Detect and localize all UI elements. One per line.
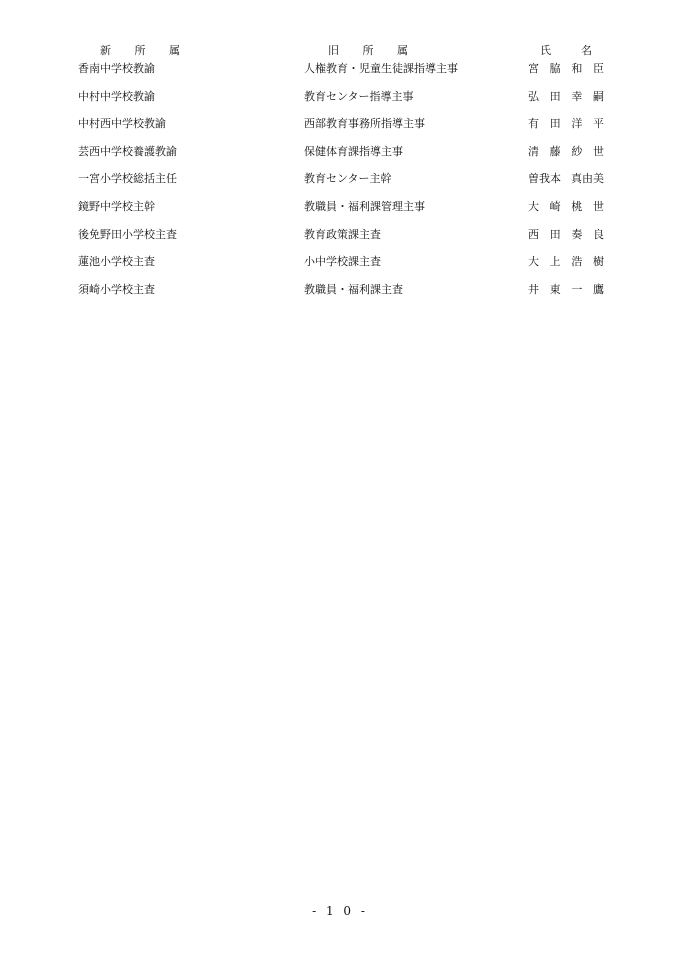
page-number: - 1 0 - bbox=[312, 904, 368, 918]
header-char: 名 bbox=[581, 44, 592, 57]
name-char: 田 bbox=[549, 89, 561, 103]
old-post: 教育センター指導主事 bbox=[304, 89, 414, 103]
old-post: 小中学校課主査 bbox=[304, 255, 381, 269]
header-char: 所 bbox=[134, 44, 146, 57]
old-post: 保健体育課指導主事 bbox=[304, 144, 403, 158]
header-name bbox=[540, 42, 592, 58]
name-char: 西 bbox=[528, 227, 539, 241]
name-char: 洋 bbox=[571, 117, 583, 131]
name-char: 良 bbox=[592, 227, 604, 241]
person-name bbox=[528, 88, 604, 104]
name-char: 東 bbox=[549, 282, 561, 296]
header-char: 旧 bbox=[328, 44, 339, 57]
personnel-list bbox=[0, 60, 680, 308]
list-item bbox=[0, 115, 680, 143]
header-new-post bbox=[100, 42, 180, 58]
new-post: 中村西中学校教諭 bbox=[78, 117, 166, 131]
name-char: 紗 bbox=[571, 144, 583, 158]
new-post: 須崎小学校主査 bbox=[78, 282, 155, 296]
old-post: 教育センター主幹 bbox=[304, 172, 392, 186]
name-char: 臣 bbox=[592, 62, 604, 75]
name-char: 田 bbox=[549, 117, 561, 131]
name-char: 一 bbox=[571, 282, 583, 296]
new-post: 香南中学校教諭 bbox=[78, 62, 155, 75]
name-char: 世 bbox=[592, 144, 604, 158]
old-post: 人権教育・児童生徒課指導主事 bbox=[304, 62, 458, 75]
name-char: 有 bbox=[528, 117, 539, 131]
header-old-post bbox=[328, 42, 408, 58]
name-char: 平 bbox=[592, 117, 604, 131]
name-char: 井 bbox=[528, 282, 539, 296]
person-name bbox=[528, 226, 604, 242]
old-post: 教職員・福利課主査 bbox=[304, 282, 403, 296]
person-name bbox=[528, 60, 604, 76]
name-char: 世 bbox=[592, 199, 604, 213]
person-name bbox=[528, 253, 604, 269]
new-post: 蓮池小学校主査 bbox=[78, 255, 155, 269]
new-post: 芸西中学校養護教諭 bbox=[78, 144, 177, 158]
list-item bbox=[0, 253, 680, 281]
name-char: 上 bbox=[549, 255, 561, 269]
old-post: 教育政策課主査 bbox=[304, 227, 381, 241]
name-char: 田 bbox=[549, 227, 561, 241]
person-name bbox=[528, 143, 604, 159]
person-name bbox=[528, 115, 604, 131]
header-char: 属 bbox=[169, 44, 180, 57]
name-char: 大 bbox=[528, 255, 539, 269]
name-char: 浩 bbox=[571, 255, 583, 269]
name-char: 大 bbox=[528, 199, 539, 213]
name-char: 奏 bbox=[571, 227, 583, 241]
list-item bbox=[0, 198, 680, 226]
name-char: 宮 bbox=[528, 62, 539, 75]
person-name bbox=[528, 198, 604, 214]
header-char: 属 bbox=[397, 44, 408, 57]
list-item bbox=[0, 88, 680, 116]
old-post: 教職員・福利課管理主事 bbox=[304, 199, 425, 213]
name-char: 樹 bbox=[592, 255, 604, 269]
name-char: 崎 bbox=[549, 199, 561, 213]
header-char: 氏 bbox=[540, 44, 551, 57]
name-char: 桃 bbox=[571, 199, 583, 213]
name-char: 清 bbox=[528, 144, 539, 158]
list-item bbox=[0, 281, 680, 309]
old-post: 西部教育事務所指導主事 bbox=[304, 117, 425, 131]
name-part: 真由美 bbox=[571, 172, 604, 186]
name-char: 脇 bbox=[549, 62, 561, 75]
header-char: 所 bbox=[362, 44, 374, 57]
list-item bbox=[0, 226, 680, 254]
new-post: 鏡野中学校主幹 bbox=[78, 199, 155, 213]
name-char: 嗣 bbox=[592, 89, 604, 103]
person-name bbox=[528, 170, 604, 186]
name-char: 鷹 bbox=[592, 282, 604, 296]
name-char: 弘 bbox=[528, 89, 539, 103]
person-name bbox=[528, 281, 604, 297]
header-char: 新 bbox=[100, 44, 111, 57]
name-char: 幸 bbox=[571, 89, 583, 103]
list-item bbox=[0, 60, 680, 88]
list-item bbox=[0, 170, 680, 198]
name-part: 曽我本 bbox=[528, 172, 561, 186]
new-post: 後免野田小学校主査 bbox=[78, 227, 177, 241]
list-item bbox=[0, 143, 680, 171]
name-char: 和 bbox=[571, 62, 583, 75]
new-post: 中村中学校教諭 bbox=[78, 89, 155, 103]
new-post: 一宮小学校総括主任 bbox=[78, 172, 177, 186]
name-char: 藤 bbox=[549, 144, 561, 158]
